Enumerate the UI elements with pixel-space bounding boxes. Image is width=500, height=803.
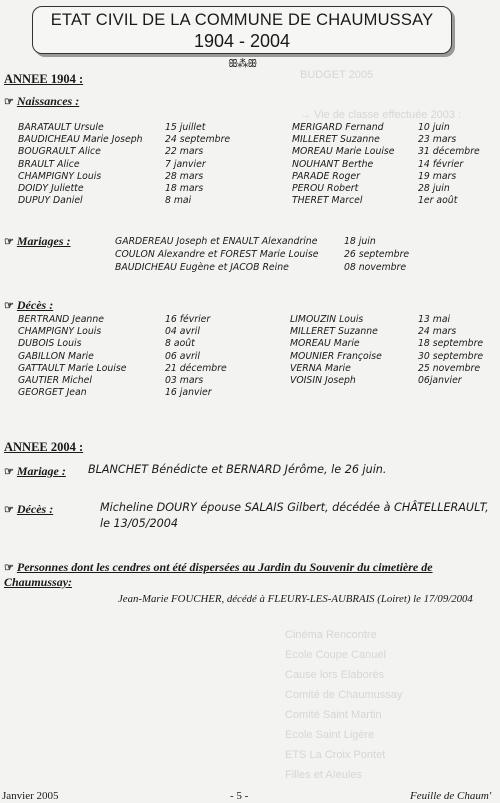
deces-left-names: BERTRAND Jeanne CHAMPIGNY Louis DUBOIS Louis GABILLON Marie GATTAULT Marie Louise GAUTIER Michel GEORGET Jean [18,314,127,399]
hand-pointer-icon: ☞ [4,466,14,478]
naissances-left-dates: 15 juillet 24 septembre 22 mars 7 janvier 28 mars 18 mars 8 mai [165,122,231,207]
deces-2004-heading: ☞ Décès : [4,502,54,516]
deces-right-names: LIMOUZIN Louis MILLERET Suzanne MOREAU Marie MOUNIER Françoise VERNA Marie VOISIN Joseph [290,314,382,386]
year-2004-heading: ANNEE 2004 : [4,440,84,454]
mariage-2004-text: BLANCHET Bénédicte et BERNARD Jérôme, le 26 juin. [88,463,387,476]
page-title: ETAT CIVIL DE LA COMMUNE DE CHAUMUSSAY [50,11,434,29]
footer-date: Janvier 2005 [2,790,59,802]
cendres-heading-cont: Chaumussay: [4,575,73,589]
hand-pointer-icon: ☞ [4,236,14,248]
mariages-heading: ☞ Mariages : [4,234,71,248]
naissances-heading: ☞ Naissances : [4,94,80,108]
cendres-heading: ☞ Personnes dont les cendres ont été dispersées au Jardin du Souvenir du cimetière de [4,560,433,574]
deces-right-dates: 13 mai 24 mars 18 septembre 30 septembre 25 novembre 06janvier [418,314,484,386]
mariages-names: GARDEREAU Joseph et ENAULT Alexandrine COULON Alexandre et FOREST Marie Louise BAUDICHEAU Eugène et JACOB Reine [115,236,319,273]
hand-pointer-icon: ☞ [4,504,14,516]
title-box [32,6,452,54]
mariage-2004-heading: ☞ Mariage : [4,464,66,478]
page-title-years: 1904 - 2004 [193,31,291,51]
cendres-text: Jean-Marie FOUCHER, décédé à FLEURY-LES-AUBRAIS (Loiret) le 17/09/2004 [118,593,473,605]
naissances-right-dates: 10 juin 23 mars 31 décembre 14 février 19 mars 28 juin 1er août [418,122,480,207]
bleed-through: BUDGET 2005 → Vie de classe effectuée 2003 : [300,69,462,121]
hand-pointer-icon: ☞ [4,562,14,574]
mariages-dates: 18 juin 26 septembre 08 novembre [344,236,410,273]
deces-2004-line1: Micheline DOURY épouse SALAIS Gilbert, décédée à CHÂTELLERAULT, [100,501,489,514]
footer-page-number: - 5 - [230,790,249,802]
deces-2004-line2: le 13/05/2004 [100,517,179,530]
hand-pointer-icon: ☞ [4,96,14,108]
naissances-right-names: MERIGARD Fernand MILLERET Suzanne MOREAU Marie Louise NOUHANT Berthe PARADE Roger PEROU Robert THERET Marcel [292,122,395,207]
hand-pointer-icon: ☞ [4,300,14,312]
deces-left-dates: 16 février 04 avril 8 août 06 avril 21 décembre 03 mars 16 janvier [165,314,227,399]
ornament: ꕥ⁂ꕥ [228,57,257,70]
naissances-left-names: BARATAULT Ursule BAUDICHEAU Marie Joseph BOUGRAULT Alice BRAULT Alice CHAMPIGNY Louis DOIDY Juliette DUPUY Daniel [18,122,143,207]
year-1904-heading: ANNEE 1904 : [4,72,84,86]
footer-publication: Feuille de Chaum' [410,790,492,802]
deces-1904-heading: ☞ Décès : [4,298,54,312]
bleed-through-list: Cinéma Rencontre Ecole Coupe Canuel Cause lors Elaborés Comité de Chaumussay Comité Saint Martin Ecole Saint Ligère ETS La Croix Pontet Filles et Aïeules [285,629,403,781]
